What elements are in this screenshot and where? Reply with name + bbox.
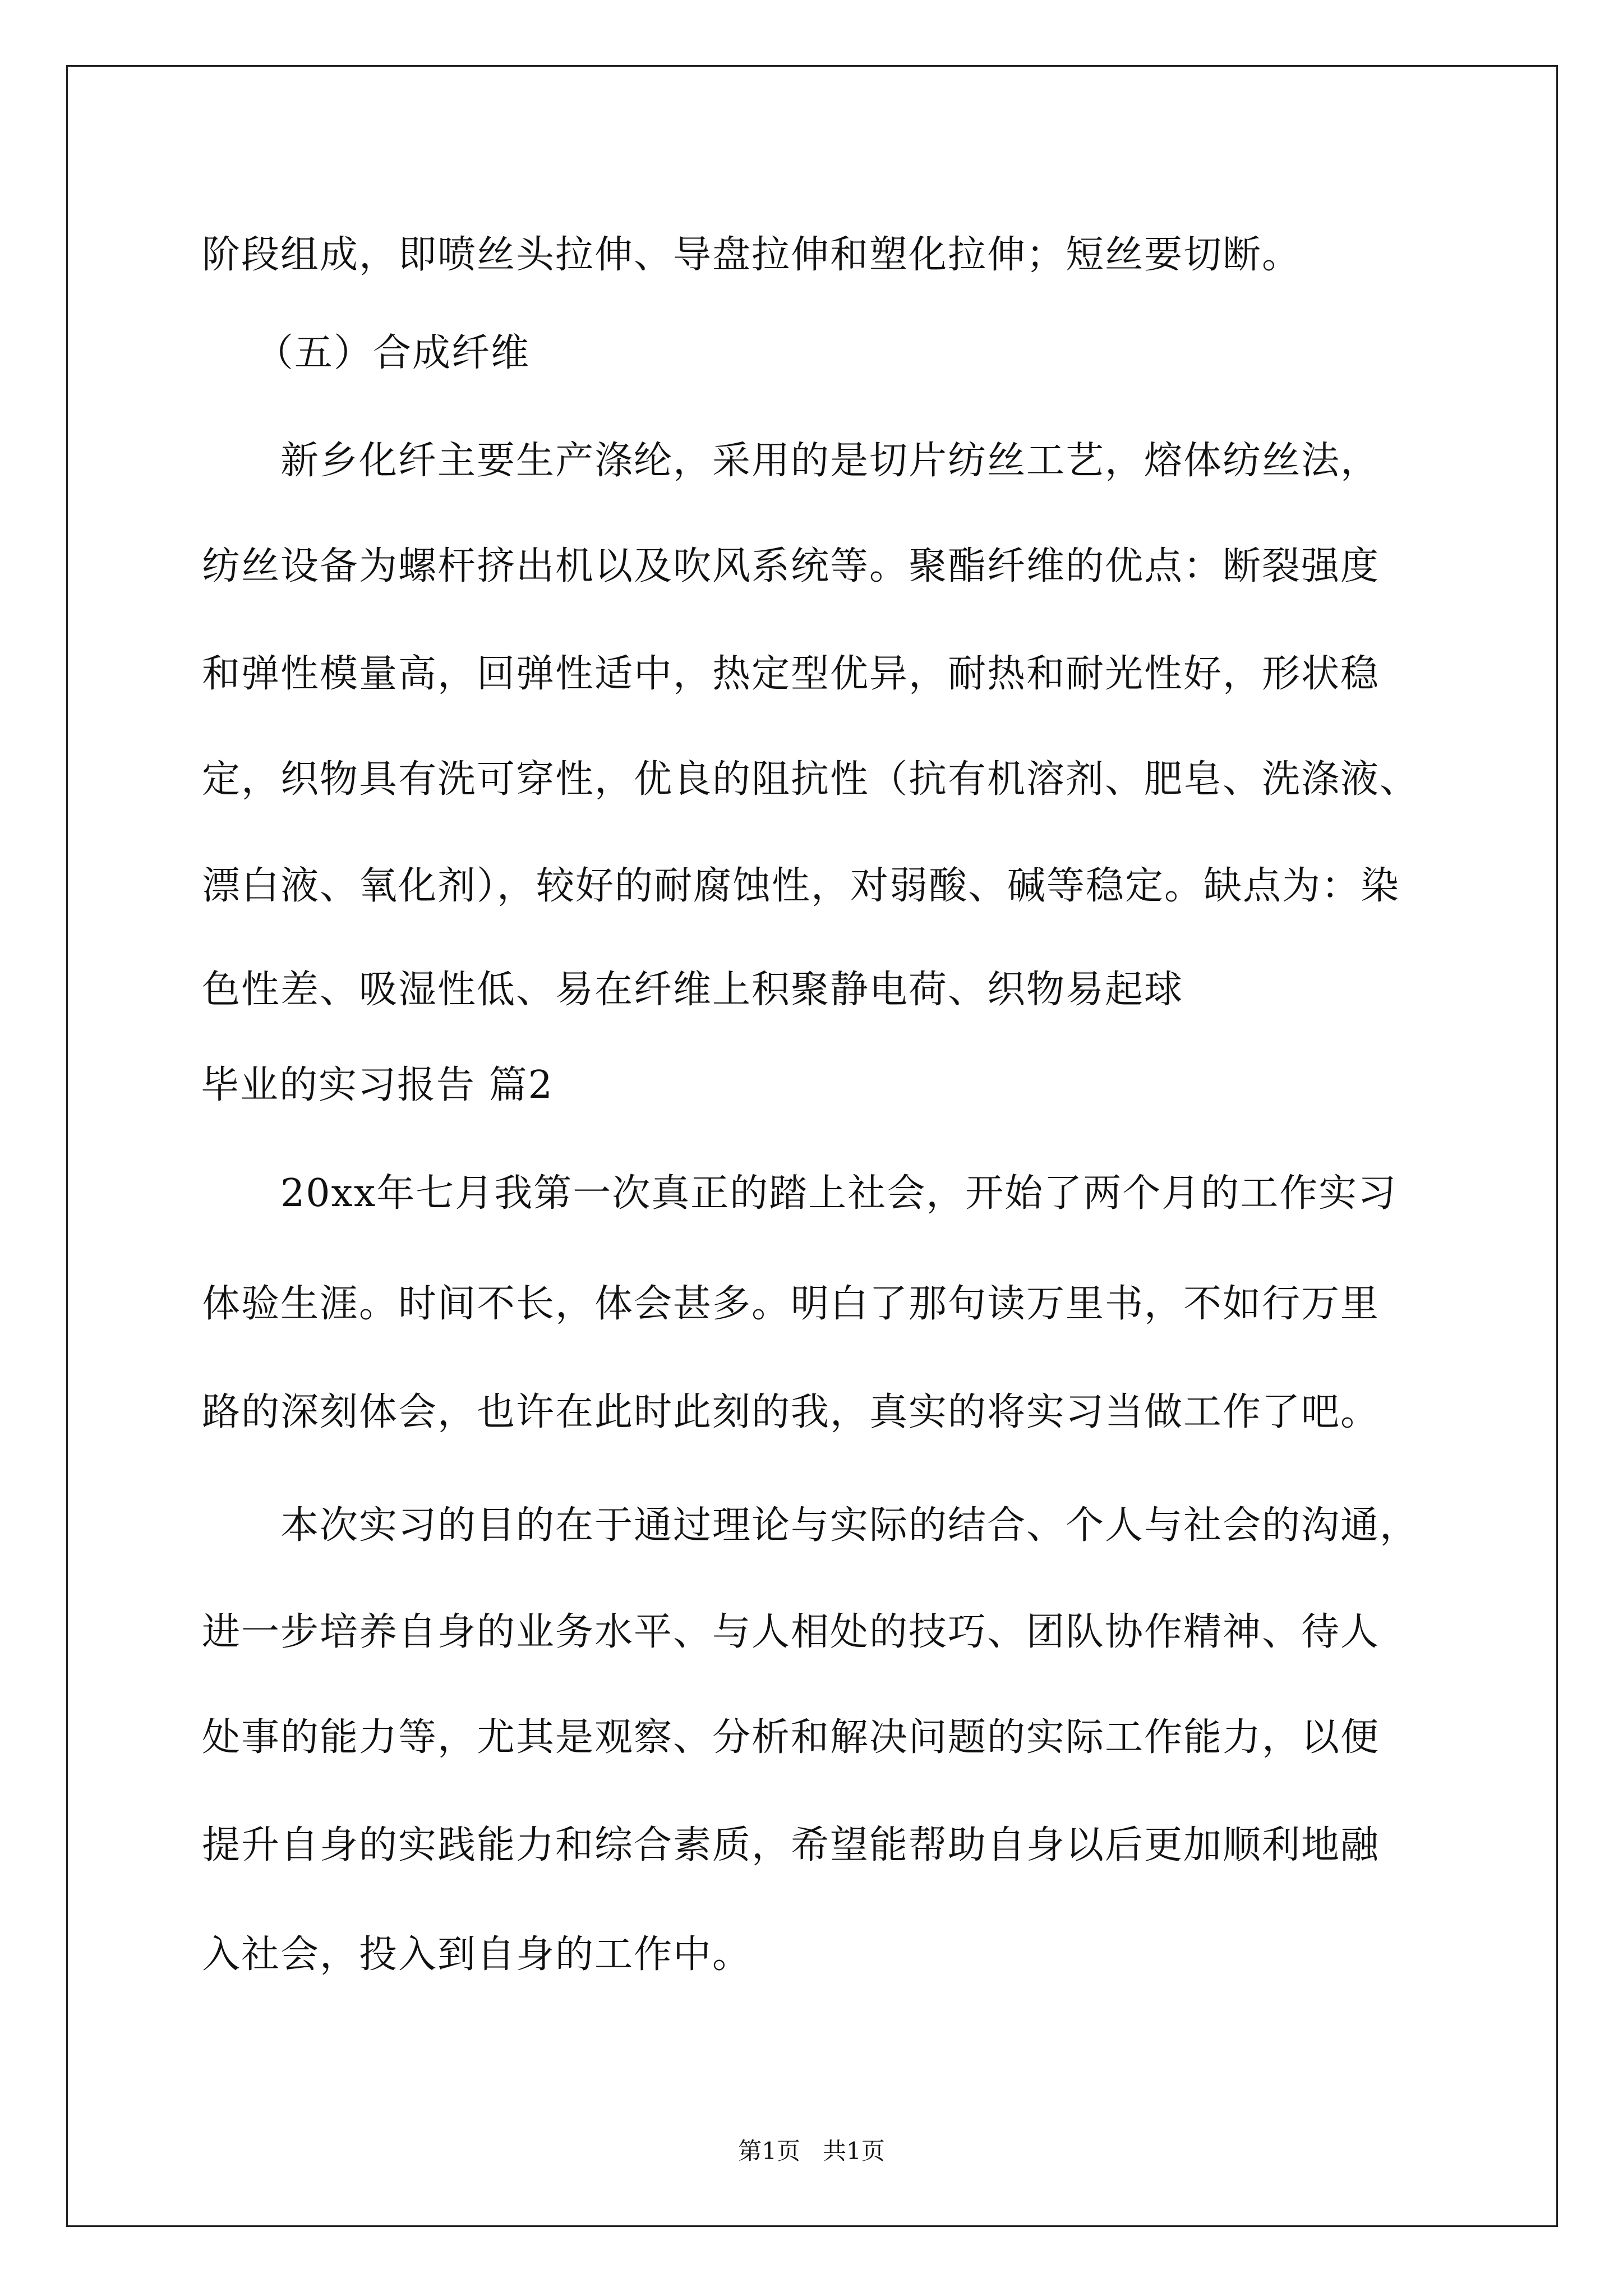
paragraph-line: 路的深刻体会，也许在此时此刻的我，真实的将实习当做工作了吧。 bbox=[202, 1390, 1380, 1434]
paragraph-line: 进一步培养自身的业务水平、与人相处的技巧、团队协作精神、待人 bbox=[202, 1610, 1380, 1654]
paragraph-line: 漂白液、氧化剂），较好的耐腐蚀性，对弱酸、碱等稳定。缺点为：染 bbox=[202, 864, 1400, 908]
paragraph-line: 阶段组成，即喷丝头拉伸、导盘拉伸和塑化拉伸；短丝要切断。 bbox=[202, 233, 1302, 277]
paragraph-line: 处事的能力等，尤其是观察、分析和解决问题的实际工作能力，以便 bbox=[202, 1715, 1380, 1760]
paragraph-line: 新乡化纤主要生产涤纶，采用的是切片纺丝工艺，熔体纺丝法， bbox=[280, 439, 1380, 483]
page-border bbox=[66, 65, 1558, 2227]
paragraph-line: 定，织物具有洗可穿性，优良的阻抗性（抗有机溶剂、肥皂、洗涤液、 bbox=[202, 757, 1419, 802]
paragraph-line: 20xx年七月我第一次真正的踏上社会，开始了两个月的工作实习 bbox=[280, 1171, 1398, 1216]
paragraph-line: 提升自身的实践能力和综合素质，希望能帮助自身以后更加顺利地融 bbox=[202, 1823, 1380, 1867]
paragraph-line: 纺丝设备为螺杆挤出机以及吹风系统等。聚酯纤维的优点：断裂强度 bbox=[202, 544, 1380, 588]
section-title: 毕业的实习报告 篇2 bbox=[201, 1063, 554, 1107]
paragraph-line: 入社会，投入到自身的工作中。 bbox=[202, 1932, 752, 1977]
page-number-footer: 第1页 共1页 bbox=[738, 2137, 885, 2165]
paragraph-line: 体验生涯。时间不长，体会甚多。明白了那句读万里书，不如行万里 bbox=[202, 1282, 1380, 1326]
paragraph-line: 色性差、吸湿性低、易在纤维上积聚静电荷、织物易起球 bbox=[202, 968, 1184, 1012]
paragraph-line: 本次实习的目的在于通过理论与实际的结合、个人与社会的沟通， bbox=[280, 1503, 1419, 1548]
subsection-heading: （五）合成纤维 bbox=[255, 331, 531, 375]
paragraph-line: 和弹性模量高，回弹性适中，热定型优异，耐热和耐光性好，形状稳 bbox=[202, 652, 1380, 696]
